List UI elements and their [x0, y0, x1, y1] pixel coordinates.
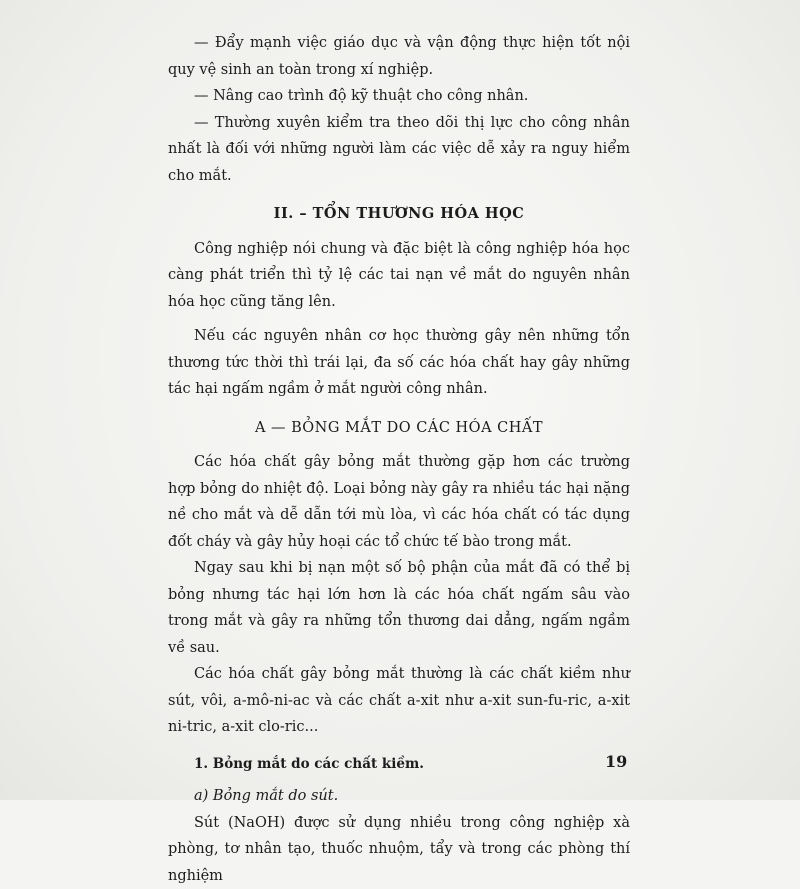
body-paragraph: Nếu các nguyên nhân cơ học thường gây nên những tổn thương tức thời thì trái lại, đa số các hóa chất hay gây những tác hại ngấm ngầm ở mắt người công nhân. [168, 323, 630, 403]
body-paragraph: Các hóa chất gây bỏng mắt thường là các chất kiềm như sút, vôi, a-mô-ni-ac và các chất a-xit như a-xit sun-fu-ric, a-xit ni-tric, a-xit clo-ric... [168, 661, 630, 741]
page-body [168, 30, 630, 889]
item-heading: 1. Bỏng mắt do các chất kiềm. [168, 751, 630, 778]
body-paragraph: Ngay sau khi bị nạn một số bộ phận của mắt đã có thể bị bỏng nhưng tác hại lớn hơn là các hóa chất ngấm sâu vào trong mắt và gây ra những tổn thương dai dẳng, ngấm ngầm về sau. [168, 555, 630, 661]
body-paragraph: Công nghiệp nói chung và đặc biệt là công nghiệp hóa học càng phát triển thì tỷ lệ các tai nạn về mắt do nguyên nhân hóa học cũng tăng lên. [168, 236, 630, 316]
page-number: 19 [605, 752, 627, 771]
bullet-paragraph: — Đẩy mạnh việc giáo dục và vận động thực hiện tốt nội quy vệ sinh an toàn trong xí nghiệp. [168, 30, 630, 83]
body-paragraph: Các hóa chất gây bỏng mắt thường gặp hơn các trường hợp bỏng do nhiệt độ. Loại bỏng này gây ra nhiều tác hại nặng nề cho mắt và dễ dẫn tới mù lòa, vì các hóa chất có tác dụng đốt cháy và gây hủy hoại các tổ chức tế bào trong mắt. [168, 449, 630, 555]
bullet-paragraph: — Nâng cao trình độ kỹ thuật cho công nhân. [168, 83, 630, 110]
section-heading: II. – TỔN THƯƠNG HÓA HỌC [168, 201, 630, 228]
body-paragraph: Sút (NaOH) được sử dụng nhiều trong công nghiệp xà phòng, tơ nhân tạo, thuốc nhuộm, tẩy và trong các phòng thí nghiệm [168, 810, 630, 889]
item-subheading: a) Bỏng mắt do sút. [168, 783, 630, 810]
bullet-paragraph: — Thường xuyên kiểm tra theo dõi thị lực cho công nhân nhất là đối với những người làm các việc dễ xảy ra nguy hiểm cho mắt. [168, 110, 630, 190]
subsection-heading: A — BỎNG MẮT DO CÁC HÓA CHẤT [168, 415, 630, 442]
